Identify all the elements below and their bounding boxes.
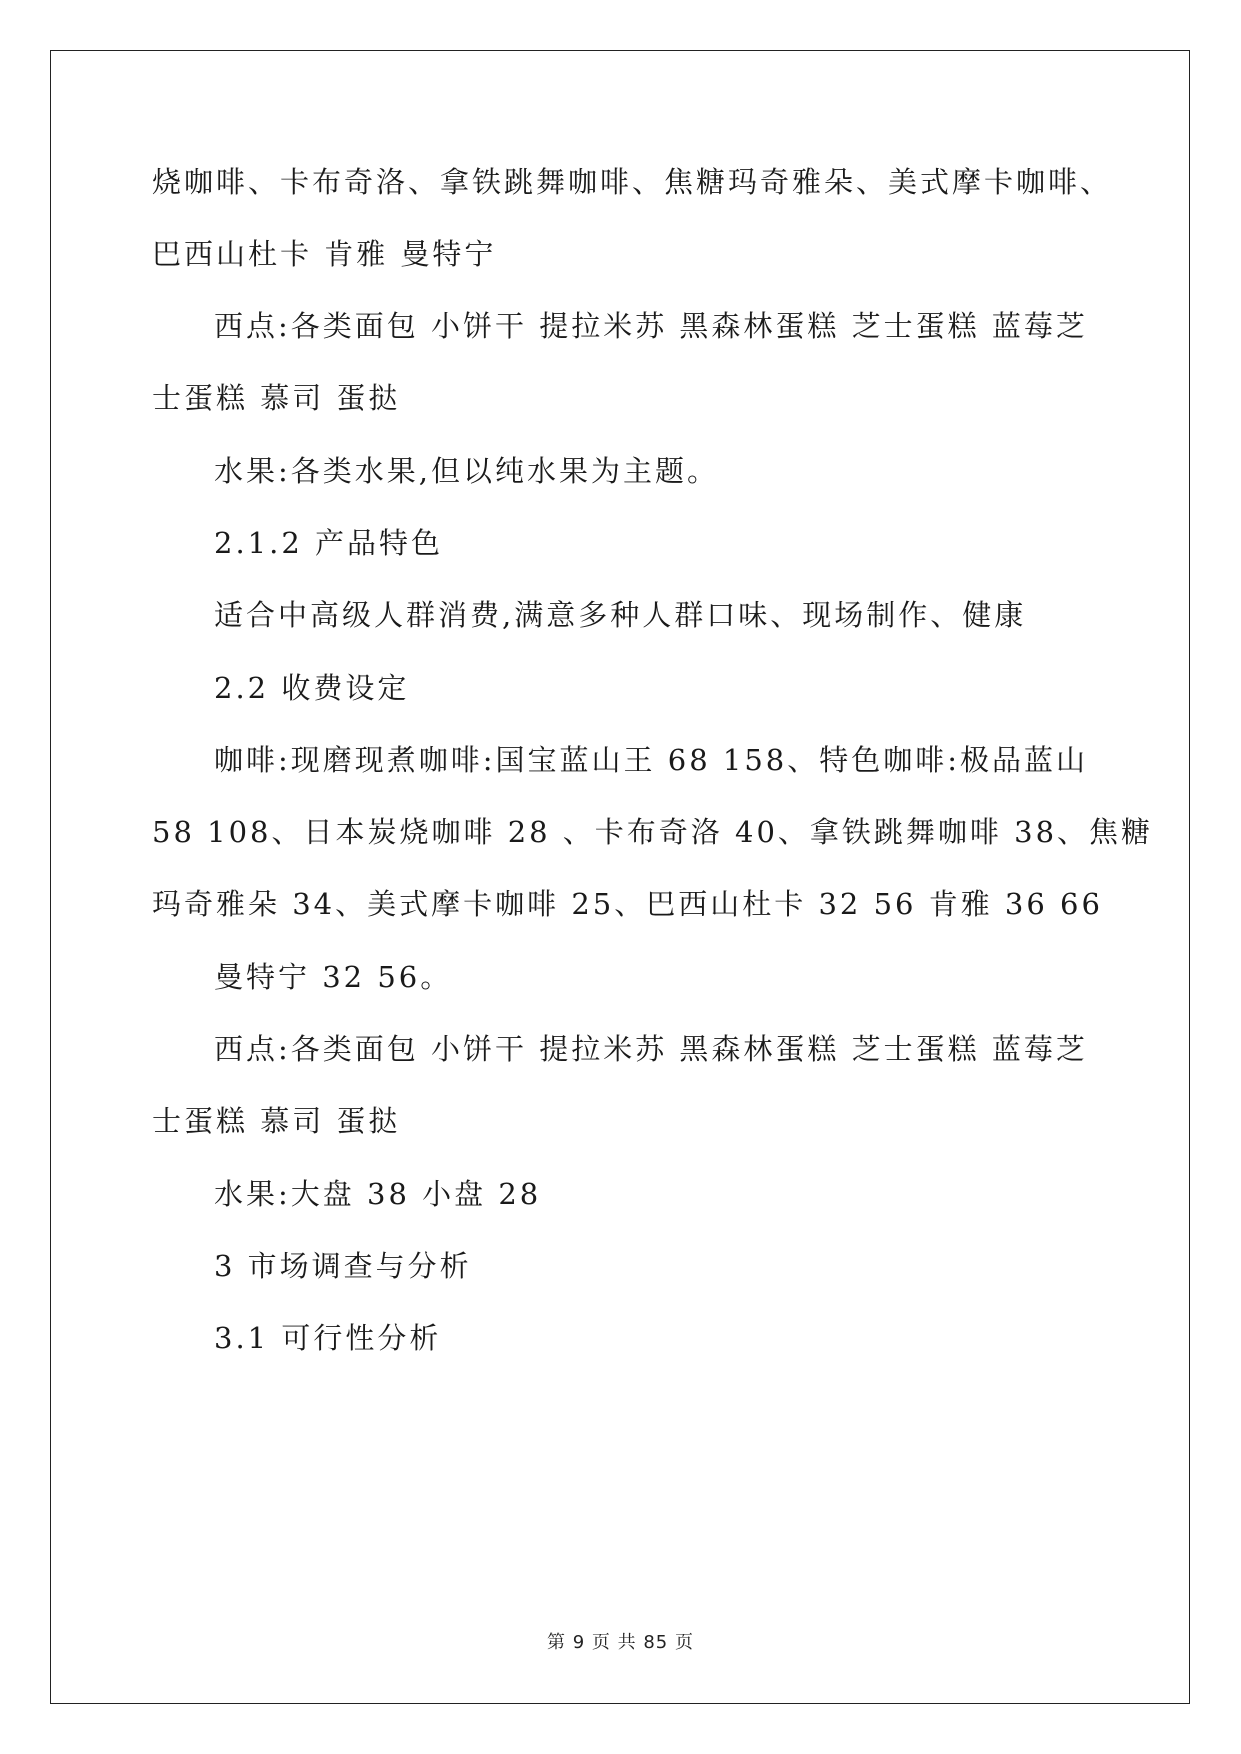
text-line: 适合中高级人群消费,满意多种人群口味、现场制作、健康 (214, 598, 1027, 632)
text-line: 水果:各类水果,但以纯水果为主题。 (214, 454, 719, 488)
text-line: 烧咖啡、卡布奇洛、拿铁跳舞咖啡、焦糖玛奇雅朵、美式摩卡咖啡、 (152, 165, 1113, 199)
text-line: 曼特宁 32 56。 (214, 960, 453, 994)
text-line: 水果:大盘 38 小盘 28 (214, 1177, 542, 1211)
page-frame (50, 50, 1190, 1704)
section-heading: 3 市场调查与分析 (214, 1249, 472, 1283)
text-line: 玛奇雅朵 34、美式摩卡咖啡 25、巴西山杜卡 32 56 肯雅 36 66 (152, 887, 1103, 921)
text-line: 西点:各类面包 小饼干 提拉米苏 黑森林蛋糕 芝士蛋糕 蓝莓芝 (214, 309, 1088, 343)
text-line: 士蛋糕 慕司 蛋挞 (152, 1104, 401, 1138)
section-heading: 2.2 收费设定 (214, 671, 410, 705)
text-line: 咖啡:现磨现煮咖啡:国宝蓝山王 68 158、特色咖啡:极品蓝山 (214, 743, 1089, 777)
section-heading: 3.1 可行性分析 (214, 1321, 442, 1355)
text-line: 58 108、日本炭烧咖啡 28 、卡布奇洛 40、拿铁跳舞咖啡 38、焦糖 (152, 815, 1154, 849)
page-number-footer: 第 9 页 共 85 页 (547, 1632, 694, 1653)
text-line: 西点:各类面包 小饼干 提拉米苏 黑森林蛋糕 芝士蛋糕 蓝莓芝 (214, 1032, 1088, 1066)
section-heading: 2.1.2 产品特色 (214, 526, 444, 560)
text-line: 巴西山杜卡 肯雅 曼特宁 (152, 237, 497, 271)
text-line: 士蛋糕 慕司 蛋挞 (152, 381, 401, 415)
